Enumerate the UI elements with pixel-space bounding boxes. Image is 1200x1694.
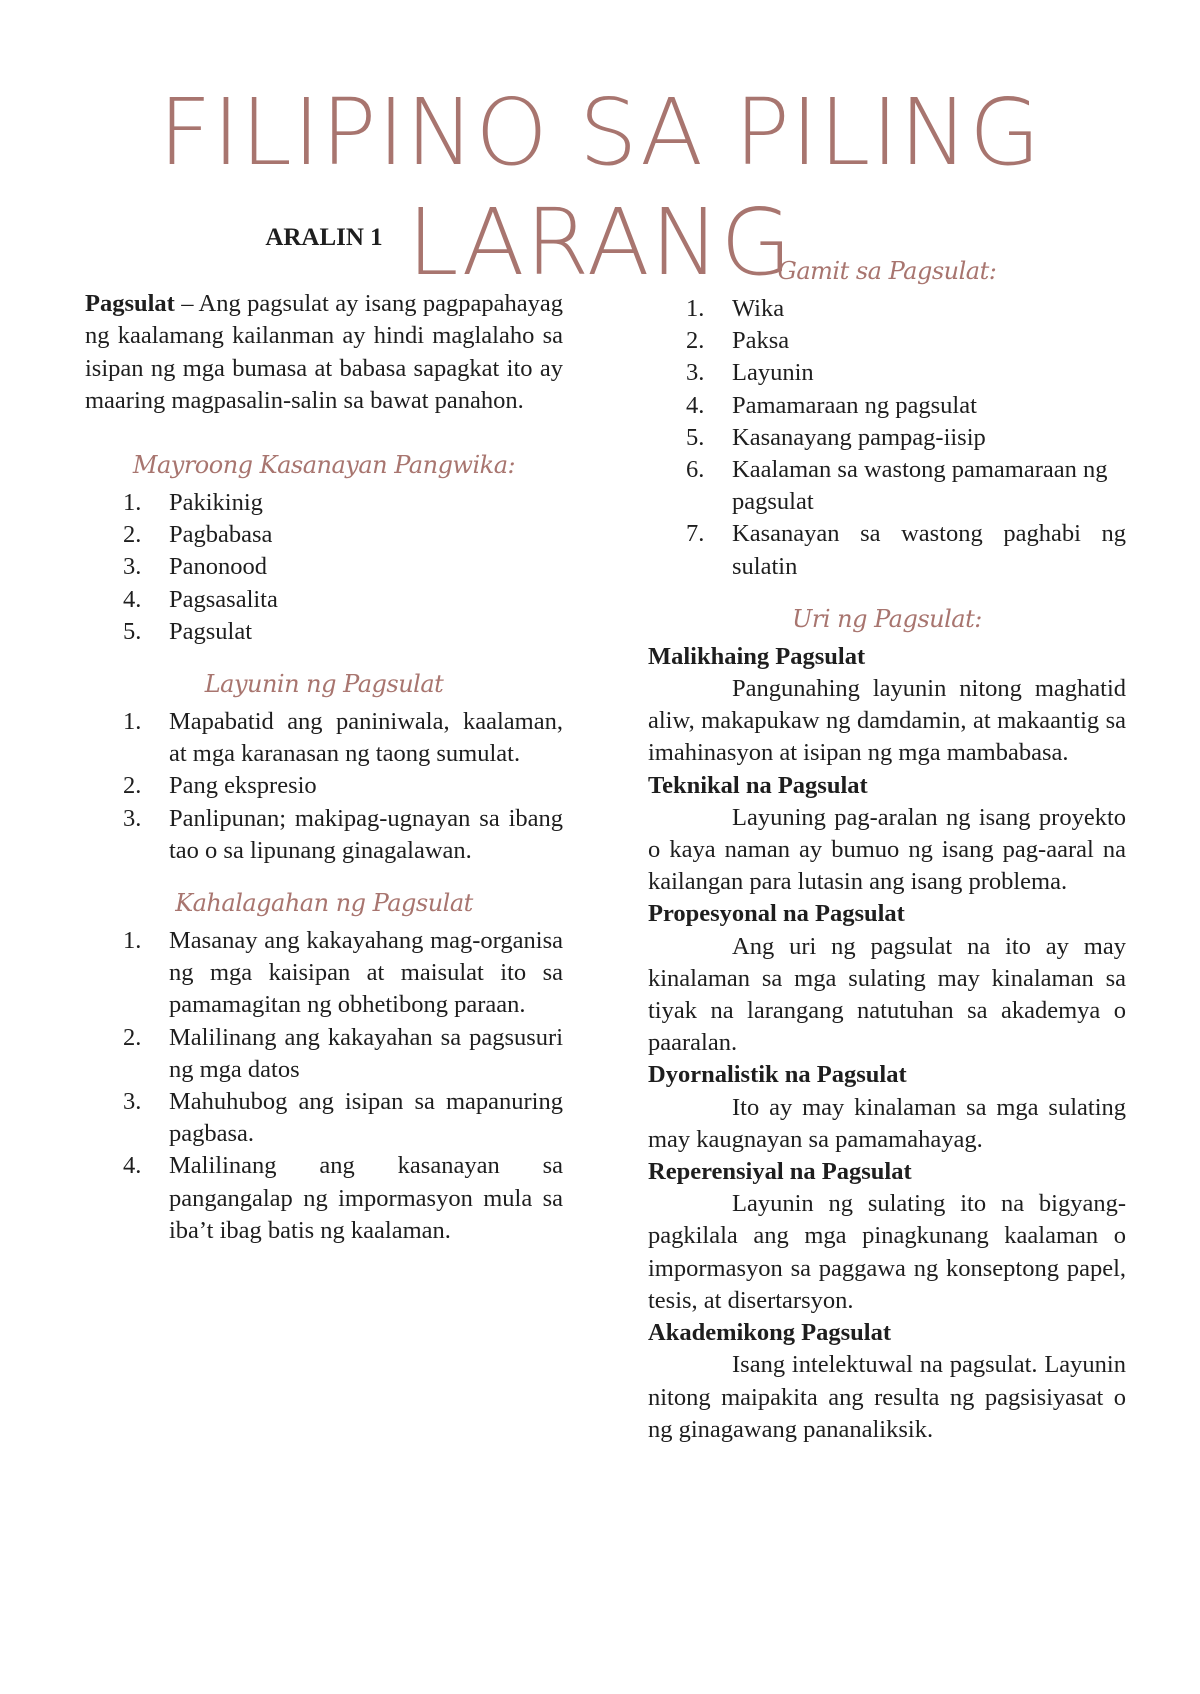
type-description: Layunin ng sulating ito na bigyang-pagkilala ang mga pinagkunang kaalaman o impormasyon sa paggawa ng konseptong papel, tesis, at disertarsyon. bbox=[648, 1190, 1126, 1314]
list-kasanayan bbox=[85, 487, 563, 648]
list-item: 2. Pagbabasa bbox=[123, 521, 273, 549]
type-heading: Teknikal na Pagsulat bbox=[648, 771, 868, 799]
type-description: Pangunahing layunin nitong maghatid aliw, makapukaw ng damdamin, at makaantig sa imahinasyon at isipan ng mga mambabasa. bbox=[648, 675, 1126, 767]
list-item: 2. Malilinang ang kakayahan sa pagsusuri ng mga datos bbox=[123, 1023, 563, 1083]
list-layunin bbox=[85, 706, 563, 867]
left-column bbox=[85, 222, 563, 1267]
intro-text: – Ang pagsulat ay isang pagpapahayag ng kaalamang kailanman ay hindi maglalaho sa isipan ng mga bumasa at babasa sapagkat ito ay maaring magpasalin-salin sa bawat panahon. bbox=[85, 290, 563, 414]
type-heading: Dyornalistik na Pagsulat bbox=[648, 1061, 907, 1089]
list-item: 1. Masanay ang kakayahang mag-organisa ng mga kaisipan at maisulat ito sa pamamagitan ng obhetibong paraan. bbox=[123, 927, 563, 1019]
intro-paragraph bbox=[85, 288, 563, 417]
list-item: 7. Kasanayan sa wastong paghabi ng sulatin bbox=[686, 520, 1126, 580]
type-heading: Propesyonal na Pagsulat bbox=[648, 900, 905, 928]
list-item: 3. Mahuhubog ang isipan sa mapanuring pagbasa. bbox=[123, 1088, 563, 1148]
type-heading: Malikhaing Pagsulat bbox=[648, 642, 866, 670]
section-heading-layunin: Layunin ng Pagsulat bbox=[204, 670, 444, 699]
section-heading-uri: Uri ng Pagsulat: bbox=[792, 604, 982, 633]
type-description: Ito ay may kinalaman sa mga sulating may kaugnayan sa pamamahayag. bbox=[648, 1093, 1126, 1153]
section-heading-kahalagahan: Kahalagahan ng Pagsulat bbox=[175, 889, 473, 918]
list-item: 1. Wika bbox=[686, 295, 785, 322]
type-description: Isang intelektuwal na pagsulat. Layunin nitong maipakita ang resulta ng pagsisiyasat o ng ginagawang pananaliksik. bbox=[648, 1351, 1126, 1443]
list-gamit bbox=[648, 293, 1126, 583]
page-title: FILIPINO SA PILING LARANG bbox=[158, 79, 1042, 296]
list-item: 3. Layunin bbox=[686, 359, 814, 387]
section-heading-gamit: Gamit sa Pagsulat: bbox=[777, 257, 997, 285]
list-item: 3. Panlipunan; makipag-ugnayan sa ibang tao o sa lipunang ginagalawan. bbox=[123, 804, 563, 864]
list-kahalagahan bbox=[85, 925, 563, 1247]
list-item: 3. Panonood bbox=[123, 553, 267, 581]
intro-term: Pagsulat bbox=[85, 290, 175, 318]
list-item: 2. Pang ekspresio bbox=[123, 772, 317, 800]
list-item: 4. Pagsasalita bbox=[123, 585, 278, 613]
list-item: 2. Paksa bbox=[686, 327, 790, 355]
section-heading-kasanayan: Mayroong Kasanayan Pangwika: bbox=[132, 451, 516, 480]
type-heading: Reperensiyal na Pagsulat bbox=[648, 1158, 912, 1186]
list-item: 6. Kaalaman sa wastong pamamaraan ng pagsulat bbox=[686, 456, 1108, 516]
list-item: 5. Kasanayang pampag-iisip bbox=[686, 423, 986, 451]
list-item: 1. Pakikinig bbox=[123, 489, 263, 517]
list-item: 4. Malilinang ang kasanayan sa pangangalap ng impormasyon mula sa iba’t ibag batis ng kaalaman. bbox=[123, 1152, 563, 1244]
list-item: 5. Pagsulat bbox=[123, 617, 253, 645]
list-item: 4. Pamamaraan ng pagsulat bbox=[686, 391, 977, 419]
type-description: Ang uri ng pagsulat na ito ay may kinalaman sa mga sulating may kinalaman sa tiyak na larangang natutuhan sa akademya o paaralan. bbox=[648, 932, 1126, 1057]
type-description: Layuning pag-aralan ng isang proyekto o kaya naman ay bumuo ng isang pag-aaral na kailangan para lutasin ang isang problema. bbox=[648, 803, 1126, 896]
lesson-heading: ARALIN 1 bbox=[265, 224, 383, 251]
list-item: 1. Mapabatid ang paniniwala, kaalaman, at mga karanasan ng taong sumulat. bbox=[123, 708, 563, 768]
type-heading: Akademikong Pagsulat bbox=[648, 1319, 892, 1347]
right-column bbox=[648, 255, 1126, 1446]
